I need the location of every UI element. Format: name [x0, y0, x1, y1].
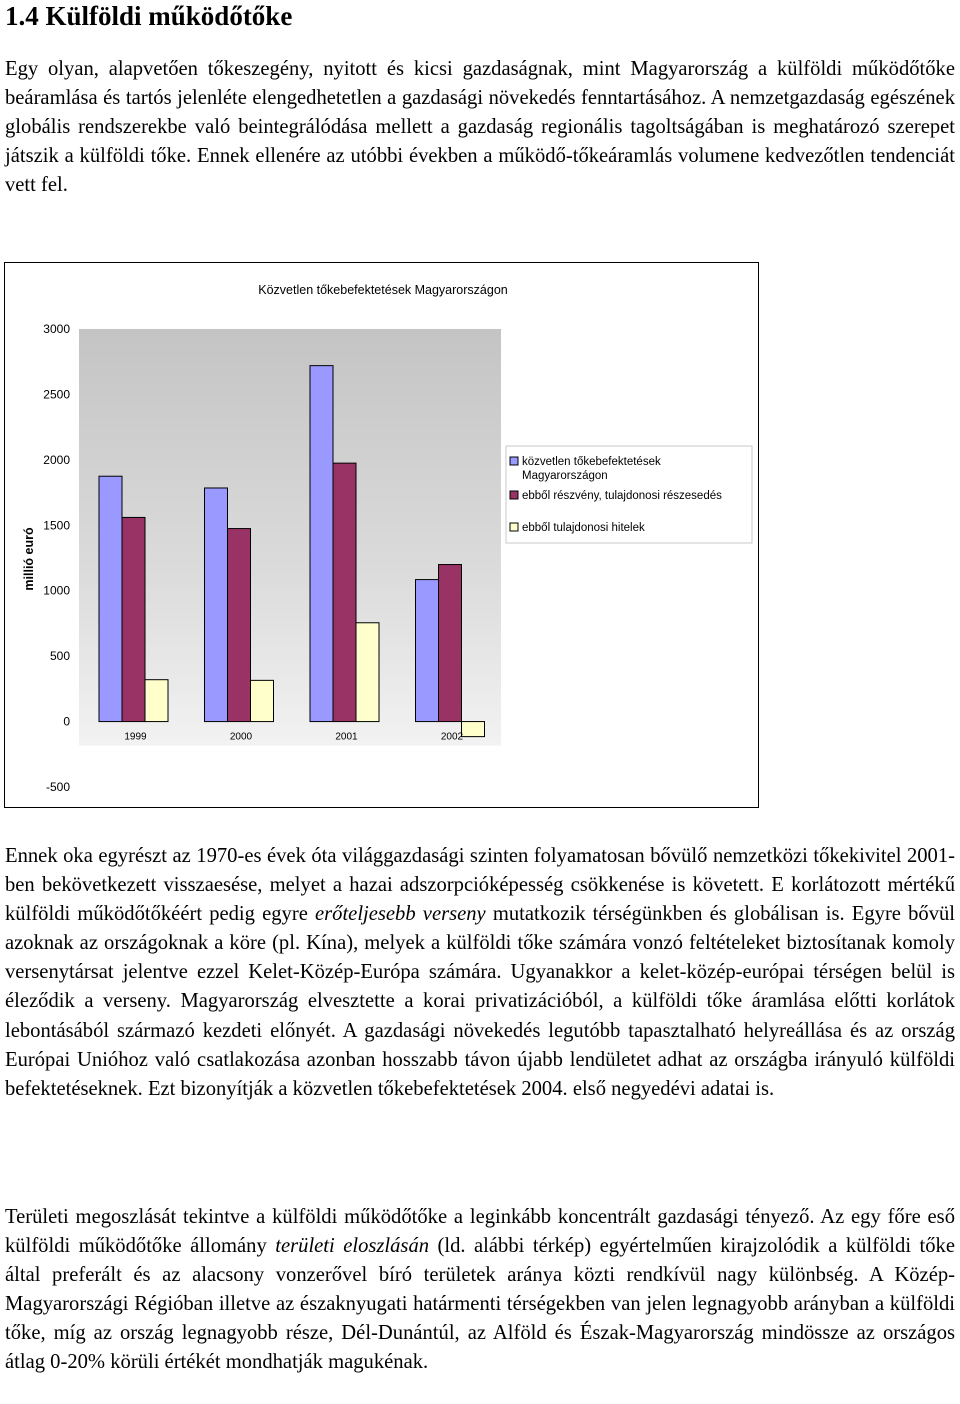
paragraph-intro: Egy olyan, alapvetően tőkeszegény, nyitott és kicsi gazdaságnak, mint Magyarország a külföldi működőtőke beáramlása és tartós jelenléte elengedhetetlen a gazdasági növekedés fenntartásához. A nemzetgazdaság egészének globális rendszerekbe való beintegrálódása mellett a gazdaság regionális tagoltságában is meghatározó szerepet játszik a külföldi tőke. Ennek ellenére az utóbbi években a működő-tőkeáramlás volumene kedvezőtlen tendenciát vett fel.	[5, 58, 955, 197]
paragraph-regional-text-c: (ld. alábbi térkép) egyértelműen kirajzolódik a külföldi tőke által preferált és az alacsony vonzerővel bíró területek aránya közti rendkívül nagy különbség. A Közép-Magyarországi Régióban illetve az északnyugati határmenti térségekben van jelen legnagyobb arányban a külföldi tőke, míg az ország legnagyobb része, Dél-Dunántúl, az Alföld és Észak-Magyarország mindössze az országos átlag 0-20% körüli értékét mondhatják magukénak.	[5, 1235, 955, 1374]
bar	[356, 623, 379, 722]
bar	[462, 722, 485, 737]
bar	[310, 366, 333, 722]
bar	[439, 565, 462, 722]
x-tick-label: 1999	[124, 731, 147, 743]
y-tick-label: 500	[49, 649, 70, 664]
paragraph-regional-emphasis: területi eloszlásán	[275, 1235, 430, 1258]
fdi-chart	[4, 262, 759, 808]
x-tick-label: 2001	[335, 731, 358, 743]
bar	[228, 529, 251, 722]
legend-swatch	[510, 457, 518, 465]
legend-label: ebből tulajdonosi hitelek	[522, 522, 645, 534]
paragraph-regional-text-a: Területi megoszlását tekintve a külföldi működőtőke a leginkább koncentrált gazdasági tényező. Az egy főre eső külföldi működőtőke állomány	[5, 1206, 955, 1258]
y-tick-label: 0	[63, 714, 70, 729]
section-heading: 1.4 Külföldi működőtőke	[5, 1, 293, 31]
chart-canvas	[5, 263, 760, 809]
bar	[205, 488, 228, 722]
legend-swatch	[510, 491, 518, 499]
chart-title: Közvetlen tőkebefektetések Magyarországon	[258, 283, 508, 297]
paragraph-regional	[5, 1203, 955, 1378]
y-tick-label: -500	[45, 780, 70, 794]
y-tick-label: 2000	[43, 452, 70, 467]
bar	[416, 580, 439, 722]
legend-swatch	[510, 523, 518, 531]
bar	[251, 680, 274, 721]
paragraph-causes-emphasis: erőteljesebb verseny	[315, 903, 486, 926]
bar	[333, 463, 356, 721]
y-tick-label: 1000	[43, 583, 70, 598]
y-tick-label: 3000	[43, 322, 70, 336]
x-tick-label: 2002	[440, 731, 464, 743]
paragraph-causes	[5, 842, 955, 1104]
y-tick-label: 2500	[43, 387, 70, 402]
bar	[122, 517, 145, 721]
bar	[145, 680, 168, 722]
legend-label: közvetlen tőkebefektetések	[522, 456, 661, 468]
bar	[99, 476, 122, 721]
paragraph-causes-text-a: Ennek oka egyrészt az 1970-es évek óta világgazdasági szinten folyamatosan bővülő nemzetközi tőkekivitel 2001-ben bekövetkezett visszaesése, melyet a hazai adszorpcióképesség csökkenése is követett. E korlátozott mértékű külföldi működőtőkéért pedig egyre	[5, 845, 955, 926]
y-tick-label: 1500	[43, 518, 70, 533]
y-axis-label: millió euró	[22, 527, 36, 591]
legend-label: ebből részvény, tulajdonosi részesedés	[522, 490, 722, 502]
paragraph-causes-text-c: mutatkozik térségünkben és globálisan is. Egyre bővül azoknak az országoknak a köre (pl. Kína), melyek a külföldi tőke számára vonzó feltételeket biztosítanak komoly versenytársat jelentve ezzel Kelet-Közép-Európa számára. Ugyanakkor a kelet-közép-európai térségen belül is éleződik a verseny. Magyarország elvesztette a korai privatizációból, a külföldi tőke áramlása előtti korlátok lebontásából származó kezdeti előnyét. A gazdasági növekedés legutóbb tapasztalható helyreállása és az ország Európai Unióhoz való csatlakozása azonban hosszabb távon újabb lendületet adhat az országba irányuló külföldi befektetéseknek. Ezt bizonyítják a közvetlen tőkebefektetések 2004. első negyedévi adatai is.	[5, 903, 956, 1100]
x-tick-label: 2000	[229, 731, 253, 743]
legend-label: Magyarországon	[522, 470, 608, 482]
